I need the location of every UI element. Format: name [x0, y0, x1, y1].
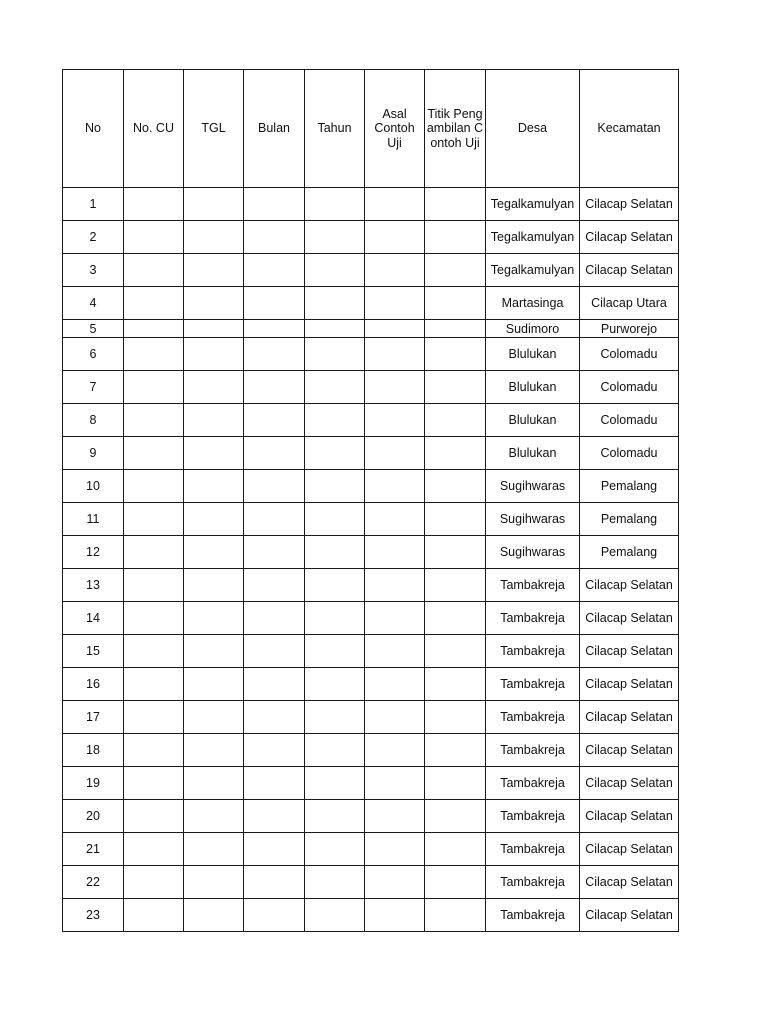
cell-desa: Tambakreja	[486, 866, 580, 899]
cell-desa: Sugihwaras	[486, 503, 580, 536]
cell-kecamatan: Cilacap Selatan	[580, 899, 679, 932]
cell-tgl	[184, 602, 244, 635]
cell-asal	[365, 437, 425, 470]
cell-bulan	[244, 404, 305, 437]
table-row	[63, 536, 679, 569]
cell-kecamatan: Cilacap Selatan	[580, 602, 679, 635]
cell-titik	[425, 800, 486, 833]
cell-tgl	[184, 470, 244, 503]
cell-kecamatan: Pemalang	[580, 503, 679, 536]
header-tahun: Tahun	[305, 70, 365, 188]
cell-tgl	[184, 221, 244, 254]
cell-asal	[365, 470, 425, 503]
cell-kecamatan: Cilacap Selatan	[580, 635, 679, 668]
cell-no-cu	[124, 569, 184, 602]
cell-tahun	[305, 254, 365, 287]
cell-tahun	[305, 371, 365, 404]
cell-bulan	[244, 767, 305, 800]
table-row	[63, 899, 679, 932]
cell-tahun	[305, 404, 365, 437]
cell-titik	[425, 188, 486, 221]
cell-tgl	[184, 254, 244, 287]
cell-bulan	[244, 371, 305, 404]
cell-no-cu	[124, 437, 184, 470]
cell-tahun	[305, 470, 365, 503]
cell-no: 9	[63, 437, 124, 470]
header-kecamatan: Kecamatan	[580, 70, 679, 188]
cell-kecamatan: Cilacap Selatan	[580, 188, 679, 221]
cell-asal	[365, 404, 425, 437]
cell-kecamatan: Cilacap Selatan	[580, 833, 679, 866]
cell-tgl	[184, 833, 244, 866]
cell-no: 22	[63, 866, 124, 899]
cell-no-cu	[124, 503, 184, 536]
cell-asal	[365, 221, 425, 254]
cell-bulan	[244, 470, 305, 503]
cell-tahun	[305, 734, 365, 767]
cell-tahun	[305, 536, 365, 569]
table-row	[63, 188, 679, 221]
cell-tgl	[184, 320, 244, 338]
data-table	[62, 69, 679, 932]
cell-asal	[365, 536, 425, 569]
cell-asal	[365, 254, 425, 287]
cell-desa: Tambakreja	[486, 602, 580, 635]
cell-no: 21	[63, 833, 124, 866]
table-row	[63, 287, 679, 320]
header-asal-contoh-uji: Asal Contoh Uji	[365, 70, 425, 188]
table-row	[63, 602, 679, 635]
cell-no-cu	[124, 602, 184, 635]
cell-no-cu	[124, 188, 184, 221]
cell-desa: Tegalkamulyan	[486, 221, 580, 254]
cell-bulan	[244, 221, 305, 254]
cell-titik	[425, 734, 486, 767]
cell-asal	[365, 866, 425, 899]
cell-desa: Tambakreja	[486, 668, 580, 701]
header-tgl: TGL	[184, 70, 244, 188]
table-row	[63, 221, 679, 254]
cell-no: 8	[63, 404, 124, 437]
table-row	[63, 254, 679, 287]
cell-bulan	[244, 188, 305, 221]
cell-bulan	[244, 668, 305, 701]
cell-titik	[425, 437, 486, 470]
cell-no: 17	[63, 701, 124, 734]
cell-bulan	[244, 635, 305, 668]
table-row	[63, 503, 679, 536]
cell-asal	[365, 287, 425, 320]
cell-no-cu	[124, 866, 184, 899]
cell-bulan	[244, 536, 305, 569]
cell-tgl	[184, 866, 244, 899]
cell-tgl	[184, 899, 244, 932]
cell-bulan	[244, 287, 305, 320]
cell-kecamatan: Colomadu	[580, 404, 679, 437]
cell-titik	[425, 536, 486, 569]
table-row	[63, 800, 679, 833]
cell-kecamatan: Pemalang	[580, 470, 679, 503]
cell-no: 18	[63, 734, 124, 767]
cell-bulan	[244, 866, 305, 899]
cell-titik	[425, 320, 486, 338]
cell-no: 16	[63, 668, 124, 701]
cell-no: 12	[63, 536, 124, 569]
cell-no-cu	[124, 668, 184, 701]
cell-kecamatan: Purworejo	[580, 320, 679, 338]
cell-desa: Sugihwaras	[486, 470, 580, 503]
table-row	[63, 767, 679, 800]
cell-tahun	[305, 767, 365, 800]
cell-tgl	[184, 503, 244, 536]
cell-asal	[365, 503, 425, 536]
cell-kecamatan: Cilacap Selatan	[580, 569, 679, 602]
cell-desa: Blulukan	[486, 371, 580, 404]
cell-tahun	[305, 338, 365, 371]
cell-tahun	[305, 602, 365, 635]
cell-bulan	[244, 602, 305, 635]
cell-kecamatan: Colomadu	[580, 371, 679, 404]
cell-tgl	[184, 668, 244, 701]
header-row	[63, 70, 679, 188]
cell-bulan	[244, 569, 305, 602]
cell-tahun	[305, 287, 365, 320]
cell-tgl	[184, 734, 244, 767]
cell-kecamatan: Cilacap Selatan	[580, 866, 679, 899]
cell-titik	[425, 701, 486, 734]
cell-tahun	[305, 866, 365, 899]
cell-no: 15	[63, 635, 124, 668]
header-no-cu: No. CU	[124, 70, 184, 188]
table-header	[63, 70, 679, 188]
table-row	[63, 404, 679, 437]
cell-desa: Tegalkamulyan	[486, 254, 580, 287]
cell-kecamatan: Cilacap Selatan	[580, 701, 679, 734]
cell-titik	[425, 668, 486, 701]
cell-asal	[365, 635, 425, 668]
cell-tgl	[184, 701, 244, 734]
cell-no: 3	[63, 254, 124, 287]
cell-tgl	[184, 437, 244, 470]
table-row	[63, 569, 679, 602]
cell-asal	[365, 767, 425, 800]
cell-kecamatan: Cilacap Utara	[580, 287, 679, 320]
cell-desa: Blulukan	[486, 437, 580, 470]
cell-kecamatan: Cilacap Selatan	[580, 668, 679, 701]
cell-tgl	[184, 536, 244, 569]
cell-no-cu	[124, 701, 184, 734]
cell-desa: Tambakreja	[486, 734, 580, 767]
cell-no: 19	[63, 767, 124, 800]
cell-tgl	[184, 188, 244, 221]
cell-tahun	[305, 668, 365, 701]
table-row	[63, 320, 679, 338]
cell-no-cu	[124, 371, 184, 404]
cell-no: 2	[63, 221, 124, 254]
cell-kecamatan: Cilacap Selatan	[580, 734, 679, 767]
cell-titik	[425, 602, 486, 635]
cell-tahun	[305, 221, 365, 254]
cell-bulan	[244, 320, 305, 338]
cell-no-cu	[124, 320, 184, 338]
table-row	[63, 437, 679, 470]
cell-tahun	[305, 800, 365, 833]
cell-asal	[365, 701, 425, 734]
table-body	[63, 188, 679, 932]
cell-asal	[365, 734, 425, 767]
table-row	[63, 668, 679, 701]
cell-asal	[365, 338, 425, 371]
cell-asal	[365, 371, 425, 404]
cell-titik	[425, 866, 486, 899]
cell-kecamatan: Cilacap Selatan	[580, 221, 679, 254]
cell-desa: Sugihwaras	[486, 536, 580, 569]
cell-desa: Blulukan	[486, 338, 580, 371]
table-row	[63, 866, 679, 899]
cell-asal	[365, 188, 425, 221]
cell-asal	[365, 833, 425, 866]
cell-desa: Tambakreja	[486, 701, 580, 734]
cell-no-cu	[124, 833, 184, 866]
cell-asal	[365, 800, 425, 833]
cell-titik	[425, 338, 486, 371]
cell-titik	[425, 221, 486, 254]
cell-kecamatan: Colomadu	[580, 338, 679, 371]
cell-titik	[425, 833, 486, 866]
table-row	[63, 470, 679, 503]
cell-no: 23	[63, 899, 124, 932]
cell-kecamatan: Cilacap Selatan	[580, 767, 679, 800]
cell-no: 5	[63, 320, 124, 338]
cell-desa: Tambakreja	[486, 899, 580, 932]
cell-kecamatan: Pemalang	[580, 536, 679, 569]
cell-tahun	[305, 701, 365, 734]
cell-bulan	[244, 437, 305, 470]
cell-tgl	[184, 338, 244, 371]
cell-titik	[425, 470, 486, 503]
cell-no-cu	[124, 221, 184, 254]
cell-tgl	[184, 635, 244, 668]
cell-no-cu	[124, 470, 184, 503]
cell-kecamatan: Colomadu	[580, 437, 679, 470]
cell-tahun	[305, 188, 365, 221]
cell-tahun	[305, 569, 365, 602]
cell-desa: Martasinga	[486, 287, 580, 320]
cell-tahun	[305, 437, 365, 470]
cell-titik	[425, 287, 486, 320]
table-row	[63, 734, 679, 767]
cell-no: 4	[63, 287, 124, 320]
cell-asal	[365, 569, 425, 602]
cell-titik	[425, 569, 486, 602]
cell-desa: Tambakreja	[486, 767, 580, 800]
cell-no: 10	[63, 470, 124, 503]
cell-no: 6	[63, 338, 124, 371]
cell-no-cu	[124, 536, 184, 569]
cell-asal	[365, 899, 425, 932]
cell-tgl	[184, 371, 244, 404]
cell-bulan	[244, 701, 305, 734]
cell-titik	[425, 404, 486, 437]
cell-kecamatan: Cilacap Selatan	[580, 800, 679, 833]
header-desa: Desa	[486, 70, 580, 188]
cell-tgl	[184, 404, 244, 437]
cell-tahun	[305, 320, 365, 338]
cell-no: 1	[63, 188, 124, 221]
cell-no-cu	[124, 404, 184, 437]
cell-bulan	[244, 833, 305, 866]
cell-desa: Blulukan	[486, 404, 580, 437]
cell-desa: Sudimoro	[486, 320, 580, 338]
cell-tgl	[184, 287, 244, 320]
cell-no-cu	[124, 254, 184, 287]
table-row	[63, 338, 679, 371]
table-row	[63, 701, 679, 734]
cell-asal	[365, 668, 425, 701]
cell-tgl	[184, 569, 244, 602]
cell-titik	[425, 254, 486, 287]
header-titik-pengambilan: Titik Pengambilan Contoh Uji	[425, 70, 486, 188]
cell-tahun	[305, 833, 365, 866]
cell-bulan	[244, 338, 305, 371]
cell-desa: Tambakreja	[486, 569, 580, 602]
cell-tahun	[305, 503, 365, 536]
table-row	[63, 635, 679, 668]
cell-bulan	[244, 734, 305, 767]
cell-desa: Tegalkamulyan	[486, 188, 580, 221]
cell-no-cu	[124, 800, 184, 833]
cell-tahun	[305, 899, 365, 932]
cell-desa: Tambakreja	[486, 833, 580, 866]
header-bulan: Bulan	[244, 70, 305, 188]
header-no: No	[63, 70, 124, 188]
cell-no-cu	[124, 899, 184, 932]
cell-bulan	[244, 254, 305, 287]
cell-no-cu	[124, 767, 184, 800]
cell-tgl	[184, 800, 244, 833]
cell-kecamatan: Cilacap Selatan	[580, 254, 679, 287]
cell-no-cu	[124, 338, 184, 371]
cell-titik	[425, 503, 486, 536]
cell-titik	[425, 899, 486, 932]
cell-desa: Tambakreja	[486, 635, 580, 668]
cell-no: 11	[63, 503, 124, 536]
cell-no-cu	[124, 287, 184, 320]
cell-bulan	[244, 800, 305, 833]
cell-no-cu	[124, 734, 184, 767]
cell-tahun	[305, 635, 365, 668]
cell-asal	[365, 602, 425, 635]
cell-no: 14	[63, 602, 124, 635]
cell-bulan	[244, 503, 305, 536]
table-row	[63, 833, 679, 866]
table-row	[63, 371, 679, 404]
cell-no: 7	[63, 371, 124, 404]
cell-tgl	[184, 767, 244, 800]
cell-desa: Tambakreja	[486, 800, 580, 833]
cell-asal	[365, 320, 425, 338]
cell-titik	[425, 767, 486, 800]
cell-titik	[425, 635, 486, 668]
cell-no: 13	[63, 569, 124, 602]
cell-no-cu	[124, 635, 184, 668]
cell-titik	[425, 371, 486, 404]
cell-no: 20	[63, 800, 124, 833]
cell-bulan	[244, 899, 305, 932]
